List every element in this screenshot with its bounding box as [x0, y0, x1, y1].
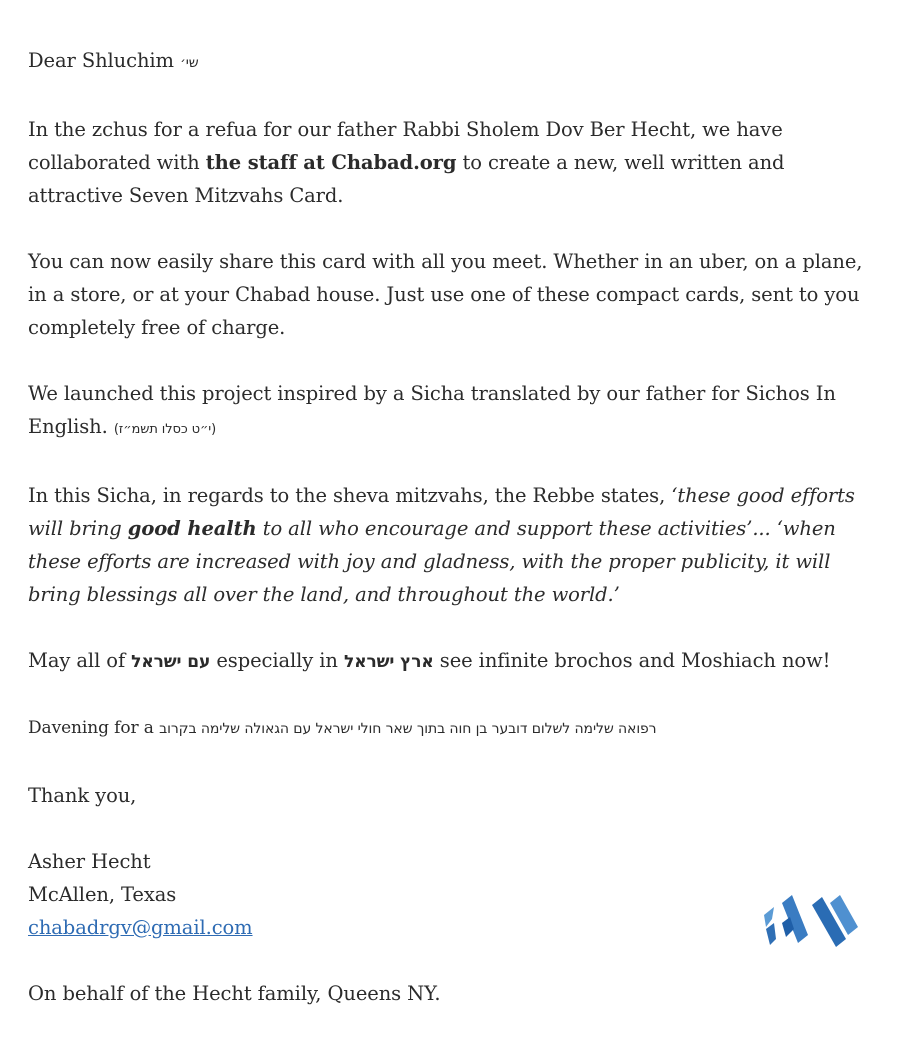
quote-part-2: to all who encourage and support these activities’... ‘when these efforts are increased with joy and gladness, with the proper publicity, it will bring blessings all over the land, and throughout the world.’ — [28, 517, 836, 606]
davening-text: Davening for a — [28, 718, 154, 738]
greeting-hebrew: שי׳ — [180, 55, 199, 71]
eretz-yisrael-hebrew: ארץ ישראל — [344, 652, 434, 672]
am-yisrael-hebrew: עם ישראל — [131, 652, 211, 672]
email-link[interactable]: chabadrgv@gmail.com — [28, 916, 253, 939]
paragraph-collaboration — [28, 113, 878, 212]
paragraph-share-card: You can now easily share this card with all you meet. Whether in an uber, on a plane, in a store, or at your Chabad house. Just use one of these compact cards, sent to you completely free of charge. — [28, 250, 863, 339]
signature-location: McAllen, Texas — [28, 883, 177, 906]
blessing-end: see infinite brochos and Moshiach now! — [439, 649, 831, 672]
blessing-start: May all of — [28, 649, 126, 672]
paragraph-collaboration-end: to create a new, well written and attractive Seven Mitzvahs Card. — [28, 151, 785, 207]
paragraph-collaboration-start: In the zchus for a refua for our father Rabbi Sholem Dov Ber Hecht, we have collaborated with — [28, 118, 783, 174]
sicha-date-hebrew: (י״ט כסלו תשמ״ז) — [113, 422, 217, 437]
greeting — [28, 44, 878, 80]
quote-part-1: ‘these good efforts will bring — [28, 484, 855, 540]
paragraph-sicha — [28, 377, 878, 446]
quote-good-health: good health — [127, 517, 257, 540]
signature-name: Asher Hecht — [28, 850, 151, 873]
paragraph-davening — [28, 712, 878, 746]
footer-note: On behalf of the Hecht family, Queens NY. — [28, 982, 441, 1005]
closing: Thank you, — [28, 784, 137, 807]
letter-body — [28, 44, 878, 1043]
paragraph-sicha-text: We launched this project inspired by a Sicha translated by our father for Sichos In English. — [28, 382, 836, 438]
signature-block — [28, 845, 878, 944]
greeting-text: Dear Shluchim — [28, 49, 174, 72]
refua-hebrew: רפואה שלימה לשלום דובער בן חוה בתוך שאר חולי ישראל עם הגאולה שלימה בקרוב — [159, 721, 657, 737]
chabad-staff-highlight: the staff at Chabad.org — [205, 151, 457, 174]
blessing-middle: especially in — [216, 649, 338, 672]
paragraph-rebbe-quote — [28, 479, 878, 611]
chabad-org-logo-icon — [760, 893, 860, 949]
paragraph-blessing — [28, 644, 878, 679]
quote-intro: In this Sicha, in regards to the sheva mitzvahs, the Rebbe states, — [28, 484, 666, 507]
